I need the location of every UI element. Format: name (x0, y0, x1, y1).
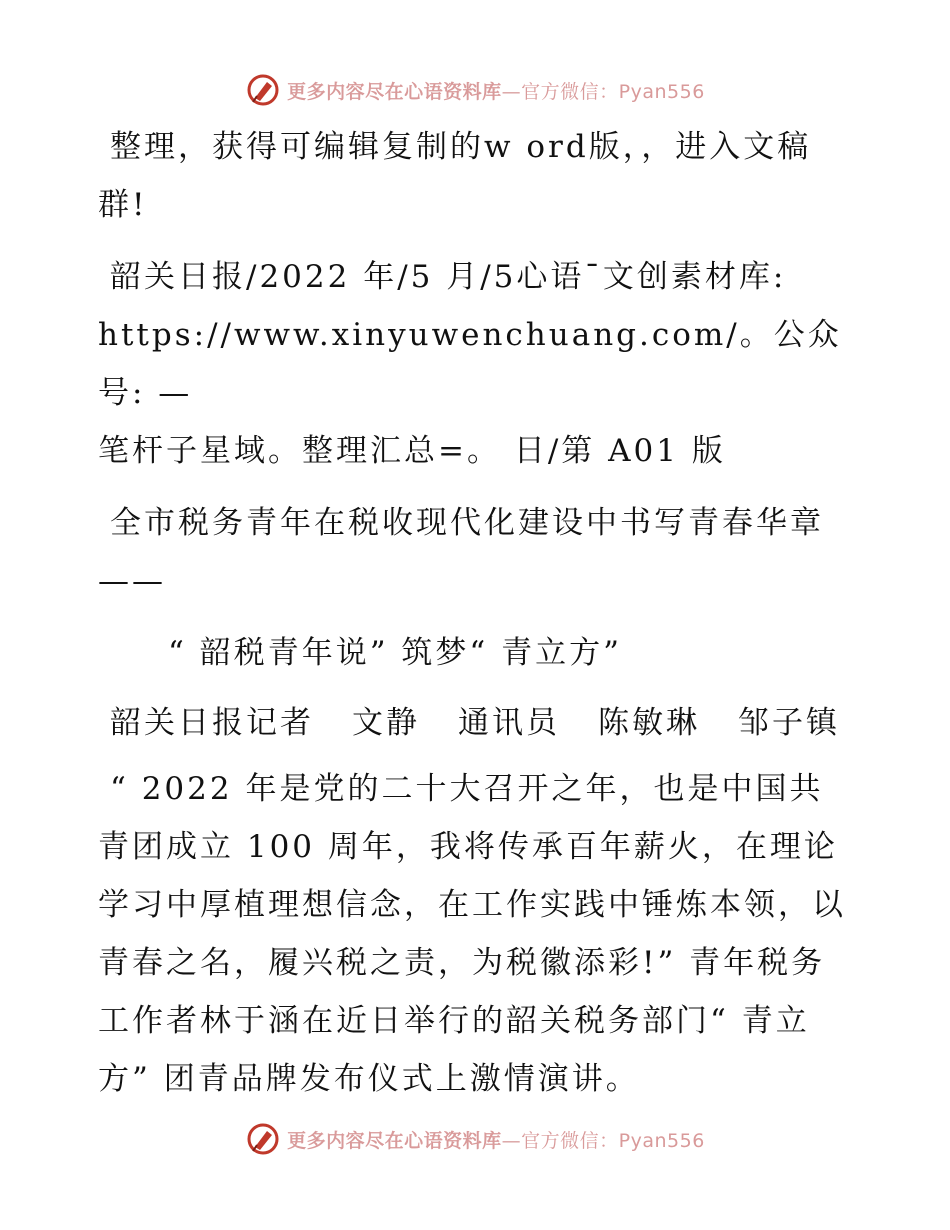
pen-nib-circle-icon (245, 1121, 281, 1157)
banner-wechat: 官方微信：Pyan556 (521, 1129, 705, 1152)
banner-separator: — (501, 1129, 522, 1152)
footer-banner (0, 1117, 950, 1161)
text-line: 青春之名，履兴税之责，为税徽添彩!” 青年税务 (98, 945, 826, 981)
banner-title: 更多内容尽在心语资料库 (287, 80, 502, 103)
byline-name: 邹子镇 (738, 705, 840, 741)
text-line: “ 2022 年是党的二十大召开之年，也是中国共 (110, 771, 824, 807)
byline-name: 陈敏琳 (598, 705, 700, 741)
text-line: 韶关日报/2022 年/5 月/5心语¯文创素材库: (110, 259, 787, 295)
article-title (98, 494, 858, 610)
byline-role: 通讯员 (458, 705, 560, 741)
header-banner (0, 68, 950, 112)
byline-role: 韶关日报记者 (110, 705, 314, 741)
body-paragraph (98, 760, 858, 1108)
text-line: 笔杆子星域。整理汇总=。 日/第 A01 版 (98, 433, 726, 469)
title-line: —— (98, 563, 166, 599)
banner-wechat: 官方微信：Pyan556 (521, 80, 705, 103)
banner-title: 更多内容尽在心语资料库 (287, 1129, 502, 1152)
text-line: 学习中厚植理想信念，在工作实践中锤炼本领，以 (98, 887, 846, 923)
banner-text (287, 77, 705, 104)
banner-text (287, 1126, 705, 1153)
document-body (98, 118, 858, 1122)
title-line: 全市税务青年在税收现代化建设中书写青春华章 (110, 505, 824, 541)
text-line: https://www.xinyuwenchuang.com/。公众号: — (98, 317, 842, 411)
banner-separator: — (501, 80, 522, 103)
text-line: 整理，获得可编辑复制的w ord版，，进入文稿 (110, 129, 812, 165)
text-line: 方” 团青品牌发布仪式上激情演讲。 (98, 1061, 640, 1097)
source-paragraph (98, 248, 858, 480)
intro-paragraph (98, 118, 858, 234)
byline-name: 文静 (352, 705, 420, 741)
text-line: 群! (98, 187, 148, 223)
article-subtitle: “ 韶税青年说” 筑梦“ 青立方” (168, 635, 622, 671)
byline (98, 694, 858, 752)
text-line: 青团成立 100 周年，我将传承百年薪火，在理论 (98, 829, 838, 865)
text-line: 工作者林于涵在近日举行的韶关税务部门“ 青立 (98, 1003, 810, 1039)
pen-nib-circle-icon (245, 72, 281, 108)
